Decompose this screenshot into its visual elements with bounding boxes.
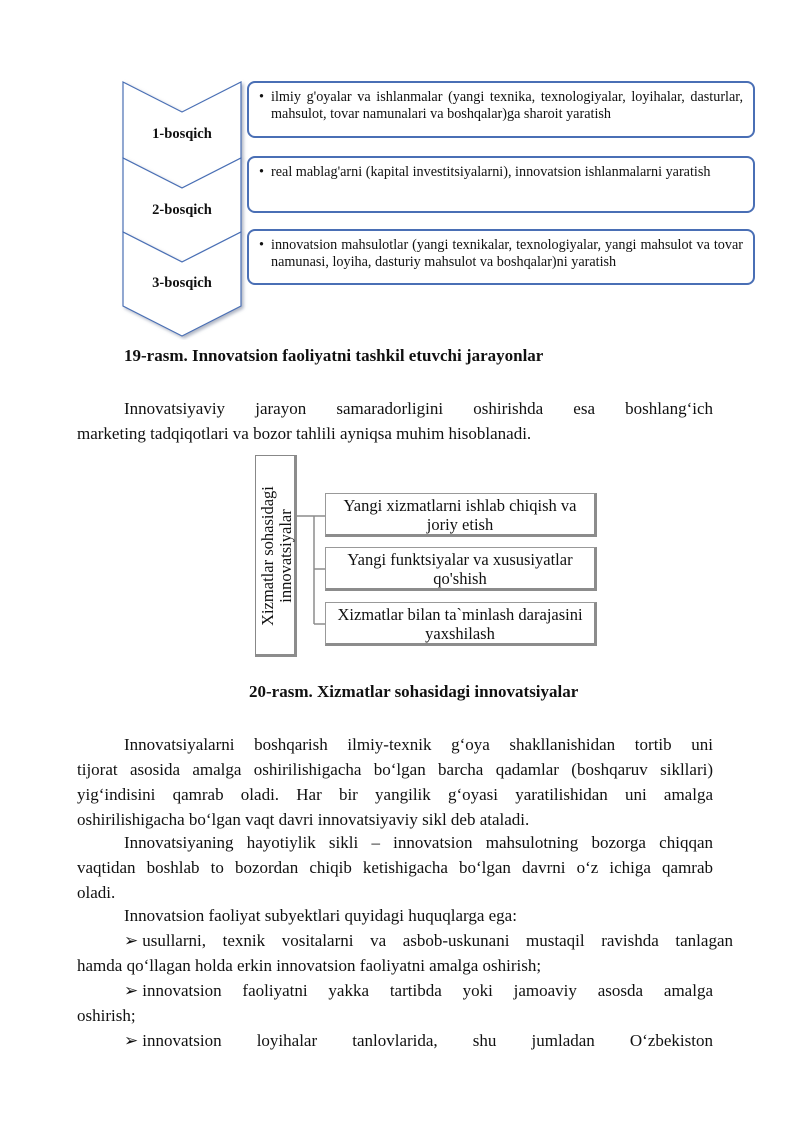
paragraph-line: Innovatsiyalarni boshqarish ilmiy-texnik g‘oya shakllanishidan tortib uni [124, 735, 713, 754]
stage-label-2: 2-bosqich [152, 202, 212, 218]
stage-text-1: ilmiy g'oyalar va ishlanmalar (yangi texnika, texnologiyalar, loyihalar, dasturlar, mahsulot, tovar namunalari va boshqalar)ga sharoit yaratish [271, 89, 743, 122]
stage-text-3: innovatsion mahsulotlar (yangi texnikalar, texnologiyalar, yangi mahsulot va tovar namunasi, loyiha, dasturiy mahsulot va boshqalar)ni yaratish [271, 237, 743, 270]
service-innovation-item-1: Yangi xizmatlarni ishlab chiqish va joriy etish [325, 493, 597, 537]
arrow-bullet-icon: ➢ [124, 931, 139, 950]
paragraph-1 [77, 396, 713, 446]
list-intro: Innovatsion faoliyat subyektlari quyidagi huquqlarga ega: [124, 906, 517, 925]
paragraph-line: Innovatsiyaviy jarayon samaradorligini oshirishda esa boshlang‘ich [124, 399, 713, 418]
bullet-icon: • [259, 164, 264, 180]
paragraph-line: oshirilishigacha bo‘lgan vaqt davri innovatsiyaviy sikl deb ataladi. [77, 810, 530, 829]
paragraph-2 [77, 732, 713, 832]
paragraph-line: tijorat asosida amalga oshirilishigacha bo‘lgan barcha qadamlar (boshqaruv sikllari) [77, 760, 713, 779]
paragraph-line: marketing tadqiqotlari va bozor tahlili ayniqsa muhim hisoblanadi. [77, 424, 532, 443]
list-item [77, 928, 733, 978]
list-item [77, 978, 713, 1028]
stage-label-3: 3-bosqich [152, 275, 212, 291]
service-innovation-item-3: Xizmatlar bilan ta`minlash darajasini yaxshilash [325, 602, 597, 646]
paragraph-line: oladi. [77, 883, 116, 902]
figure-19-caption: 19-rasm. Innovatsion faoliyatni tashkil etuvchi jarayonlar [124, 346, 544, 365]
arrow-bullet-icon: ➢ [124, 1031, 139, 1050]
bullet-icon: • [259, 89, 264, 105]
list-item-line: innovatsion loyihalar tanlovlarida, shu jumladan O‘zbekiston [142, 1031, 713, 1050]
stage-text-2: real mablag'arni (kapital investitsiyalarni), innovatsion ishlanmalarni yaratish [271, 164, 711, 180]
service-innovation-item-2: Yangi funktsiyalar va xususiyatlar qo'shish [325, 547, 597, 591]
stage-box-2 [247, 156, 755, 213]
stage-box-1 [247, 81, 755, 138]
connector-lines [296, 500, 328, 630]
list-item-line: usullarni, texnik vositalarni va asbob-uskunani mustaqil ravishda tanlagan [142, 931, 733, 950]
stage-box-3 [247, 229, 755, 285]
stage-label-1: 1-bosqich [152, 126, 212, 142]
paragraph-3 [77, 830, 713, 905]
list-item [77, 1028, 713, 1053]
arrow-bullet-icon: ➢ [124, 981, 139, 1000]
bullet-icon: • [259, 237, 264, 253]
list-item-line: innovatsion faoliyatni yakka tartibda yoki jamoaviy asosda amalga [142, 981, 713, 1000]
paragraph-line: vaqtidan boshlab to bozordan chiqib ketishigacha bo‘lgan davrni o‘z ichiga qamrab [77, 858, 713, 877]
list-item-line: hamda qo‘llagan holda erkin innovatsion faoliyatni amalga oshirish; [77, 956, 542, 975]
figure-20-caption: 20-rasm. Xizmatlar sohasidagi innovatsiyalar [249, 682, 579, 701]
list-item-line: oshirish; [77, 1006, 136, 1025]
paragraph-line: Innovatsiyaning hayotiylik sikli – innovatsion mahsulotning bozorga chiqqan [124, 833, 713, 852]
services-innovations-label: Xizmatlar sohasidagi innovatsiyalar [258, 486, 295, 626]
paragraph-4 [77, 903, 733, 1053]
paragraph-line: yig‘indisini qamrab oladi. Har bir yangilik g‘oyasi yaratilishidan uni amalga [77, 785, 713, 804]
